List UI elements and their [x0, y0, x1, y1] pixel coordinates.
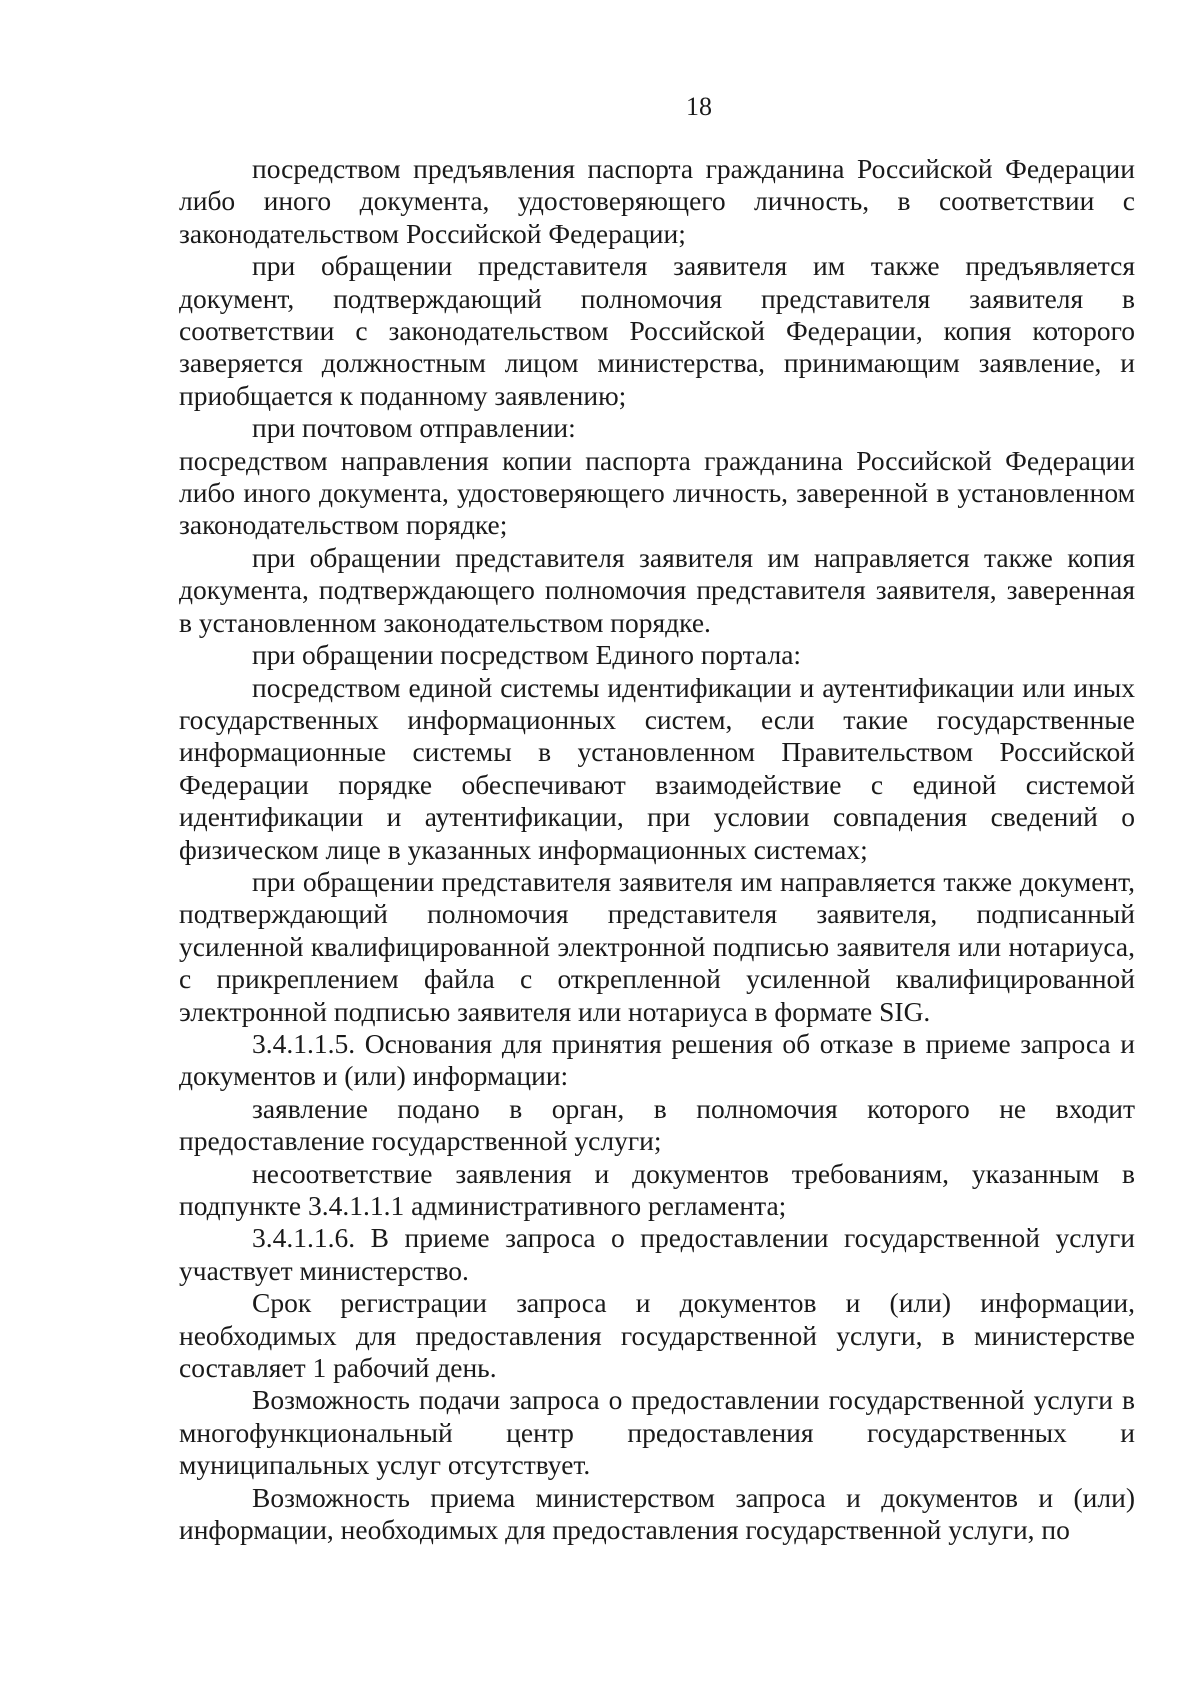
document-body	[179, 153, 1135, 1546]
paragraph-registration-term: Срок регистрации запроса и документов и (или) информации, необходимых для предоставления государственной услуги, в министерстве составляет 1 рабочий день.	[179, 1287, 1135, 1384]
paragraph-postal-passport-copy: посредством направления копии паспорта гражданина Российской Федерации либо иного документа, удостоверяющего личность, заверенной в установленном законодательством порядке;	[179, 444, 1135, 541]
paragraph-portal-heading: при обращении посредством Единого портала:	[252, 639, 802, 671]
paragraph-portal-identification: посредством единой системы идентификации и аутентификации или иных государственных информационных систем, если такие государственные информационные системы в установленном Правительством Российской Федерации порядке обеспечивают взаимодействие с единой системой идентификации и аутентификации, при условии совпадения сведений о физическом лице в указанных информационных системах;	[179, 671, 1135, 865]
paragraph-refusal-nonconformity: несоответствие заявления и документов требованиям, указанным в подпункте 3.4.1.1.1 административного регламента;	[179, 1157, 1135, 1221]
paragraph-ministry-participation: 3.4.1.1.6. В приеме запроса о предоставлении государственной услуги участвует министерство.	[179, 1222, 1135, 1286]
paragraph-postal-heading: при почтовом отправлении:	[252, 412, 576, 444]
paragraph-refusal-grounds: 3.4.1.1.5. Основания для принятия решения об отказе в приеме запроса и документов и (или) информации:	[179, 1027, 1135, 1092]
page-number: 18	[686, 92, 712, 121]
paragraph-refusal-wrong-body: заявление подано в орган, в полномочия которого не входит предоставление государственной услуги;	[179, 1092, 1135, 1157]
paragraph-representative-presentation: при обращении представителя заявителя им также предъявляется документ, подтверждающий полномочия представителя заявителя в соответствии с законодательством Российской Федерации, копия которого заверяется должностным лицом министерства, принимающим заявление, и приобщается к поданному заявлению;	[179, 250, 1135, 411]
paragraph-portal-representative: при обращении представителя заявителя им направляется также документ, подтверждающий полномочия представителя заявителя, подписанный усиленной квалифицированной электронной подписью заявителя или нотариуса, с прикреплением файла с открепленной усиленной квалифицированной электронной подписью заявителя или нотариуса в формате SIG.	[179, 865, 1135, 1027]
paragraph-mfc-absence: Возможность подачи запроса о предоставлении государственной услуги в многофункциональный центр предоставления государственных и муниципальных услуг отсутствует.	[179, 1384, 1135, 1481]
paragraph-passport-presentation: посредством предъявления паспорта гражданина Российской Федерации либо иного документа, удостоверяющего личность, в соответствии с законодательством Российской Федерации;	[179, 153, 1135, 249]
paragraph-ministry-reception: Возможность приема министерством запроса и документов и (или) информации, необходимых для предоставления государственной услуги, по	[179, 1481, 1135, 1546]
paragraph-postal-representative: при обращении представителя заявителя им направляется также копия документа, подтверждающего полномочия представителя заявителя, заверенная в установленном законодательством порядке.	[179, 541, 1135, 638]
